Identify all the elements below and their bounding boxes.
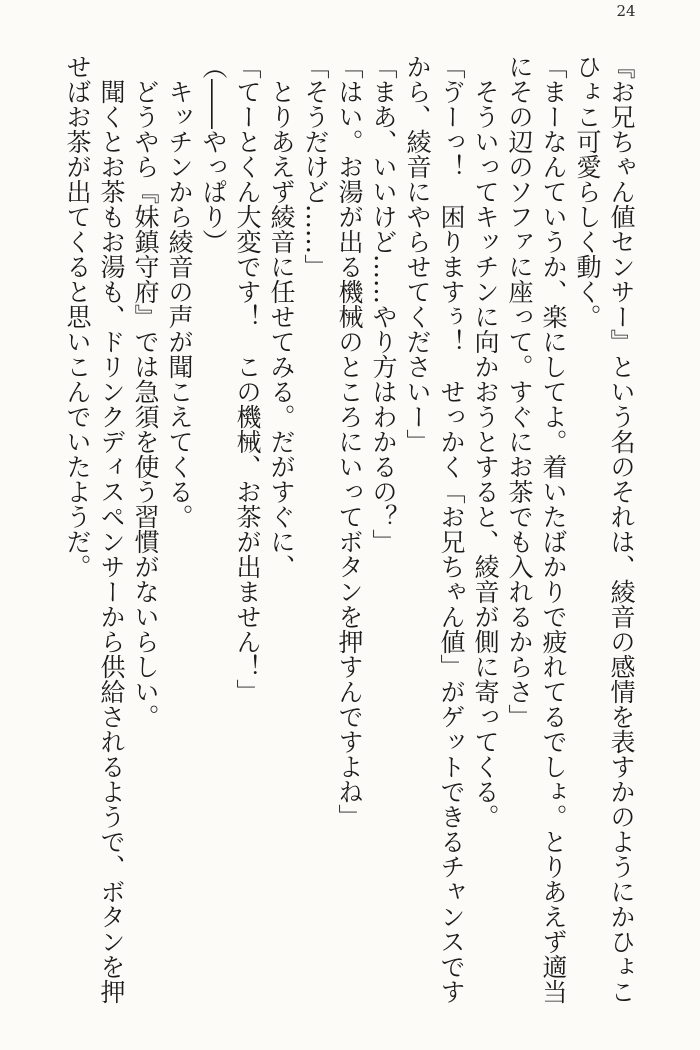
text-line: 「てーとくん大変です！ この機械、お茶が出ません！」 — [233, 54, 262, 704]
text-line: から、綾音にやらせてくださいー」 — [403, 54, 432, 454]
body-text — [60, 54, 638, 1022]
text-line: 聞くとお茶もお湯も、ドリンクディスペンサーから供給されるようで、ボタンを押 — [97, 79, 126, 1004]
text-line: にその辺のソファに座って。すぐにお茶でも入れるからさ」 — [505, 54, 534, 729]
text-line: 「まーなんていうか、楽にしてよ。着いたばかりで疲れてるでしょ。とりあえず適当 — [539, 54, 568, 1004]
text-line: せばお茶が出てくると思いこんでいたようだ。 — [63, 54, 92, 579]
text-line: 「はい。お湯が出る機械のところにいってボタンを押すんですよね」 — [335, 54, 364, 829]
text-line: 「ゔーっ！ 困りますぅ！ せっかく「お兄ちゃん値」がゲットできるチャンスです — [437, 54, 466, 1004]
text-line: とりあえず綾音に任せてみる。だがすぐに、 — [267, 79, 296, 579]
text-line: キッチンから綾音の声が聞こえてくる。 — [165, 79, 194, 529]
text-line: そういってキッチンに向かおうとすると、綾音が側に寄ってくる。 — [471, 79, 500, 829]
text-line: どうやら『妹鎮守府』では急須を使う習慣がないらしい。 — [131, 79, 160, 729]
text-line: 「そうだけど……」 — [301, 54, 330, 279]
text-line: 『お兄ちゃん値センサー』という名のそれは、綾音の感情を表すかのようにかひょこ — [607, 54, 636, 1004]
text-line: ひょこ可愛らしく動く。 — [573, 54, 602, 329]
text-line: 「まあ、いいけど……やり方はわかるの？」 — [369, 54, 398, 554]
page-number: 24 — [616, 2, 636, 20]
text-line: （――やっぱり） — [199, 54, 228, 254]
